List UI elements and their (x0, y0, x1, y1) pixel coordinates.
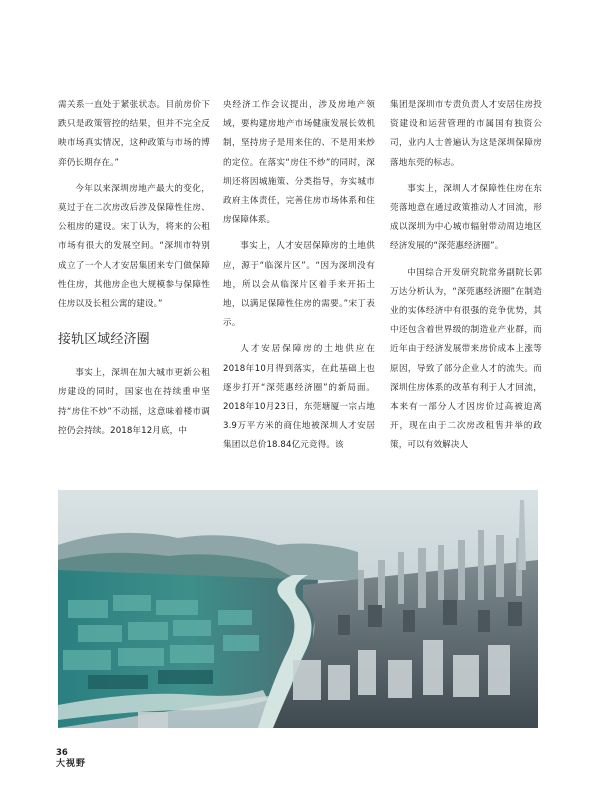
paragraph: 事实上，深圳人才保障性住房在东莞落地意在通过政策推动人才回流，形成以深圳为中心城市辐射带动周边地区经济发展的“深莞惠经济圈”。 (390, 183, 542, 252)
paragraph: 事实上，深圳在加大城市更新公租房建设的同时，国家也在持续重申坚持“房住不炒”不动摇，这意味着楼市调控仍会持续。2018年12月底，中 (58, 368, 210, 436)
text-column-2 (223, 96, 375, 463)
text-column-1 (58, 96, 210, 448)
page-footer (56, 748, 86, 769)
paragraph: 集团是深圳市专责负责人才安居住房投资建设和运营管理的市属国有独资公司，业内人士普遍认为这是深圳保障房落地东莞的标志。 (390, 100, 542, 168)
magazine-name: 大视野 (56, 759, 87, 769)
section-heading: 接轨区域经济圈 (58, 332, 150, 348)
page-number: 36 (56, 748, 68, 758)
text-column-3 (390, 96, 542, 463)
city-aerial-photo (58, 490, 538, 728)
paragraph: 央经济工作会议提出，涉及房地产领域，要构建房地产市场健康发展长效机制，坚持房子是用来住的、不是用来炒的定位。在落实“房住不炒”的同时，深圳还将因城施策、分类指导，夯实城市政府主体责任，完善住房市场体系和住房保障体系。 (223, 100, 375, 226)
paragraph: 中国综合开发研究院常务副院长郭万达分析认为，“深莞惠经济圈”在制造业的实体经济中有很强的竞争优势，其中还包含着世界级的制造业产业群，而近年由于经济发展带来房价成本上涨等原因，导致了部分企业人才的流失。而深圳住房体系的改革有利于人才回流，本来有一部分人才因房价过高被迫离开，现在由于二次房改租售并举的政策，可以有效解决人 (390, 267, 542, 451)
paragraph: 事实上，人才安居保障房的土地供应，源于“临深片区”。“因为深圳没有地，所以会从临深片区着手来开拓土地，以满足保障性住房的需要。”宋丁表示。 (223, 241, 375, 329)
paragraph: 人才安居保障房的土地供应在2018年10月得到落实，在此基础上也逐步打开“深莞惠经济圈”的新局面。2018年10月23日，东莞塘厦一宗占地3.9万平方米的商住地被深圳人才安居集团以总价18.84亿元竞得。该 (223, 344, 375, 451)
paragraph: 需关系一直处于紧张状态。目前房价下跌只是政策管控的结果，但并不完全反映市场真实情况，这种政策与市场的博弈仍长期存在。” (58, 100, 210, 168)
paragraph: 今年以来深圳房地产最大的变化，莫过于在二次房改后涉及保障性住房、公租房的建设。宋丁认为，将来的公租市场有很大的发展空间。“深圳市特别成立了一个人才安居集团来专门做保障性住房，其他房企也大规模参与保障性住房以及长租公寓的建设。” (58, 183, 210, 310)
